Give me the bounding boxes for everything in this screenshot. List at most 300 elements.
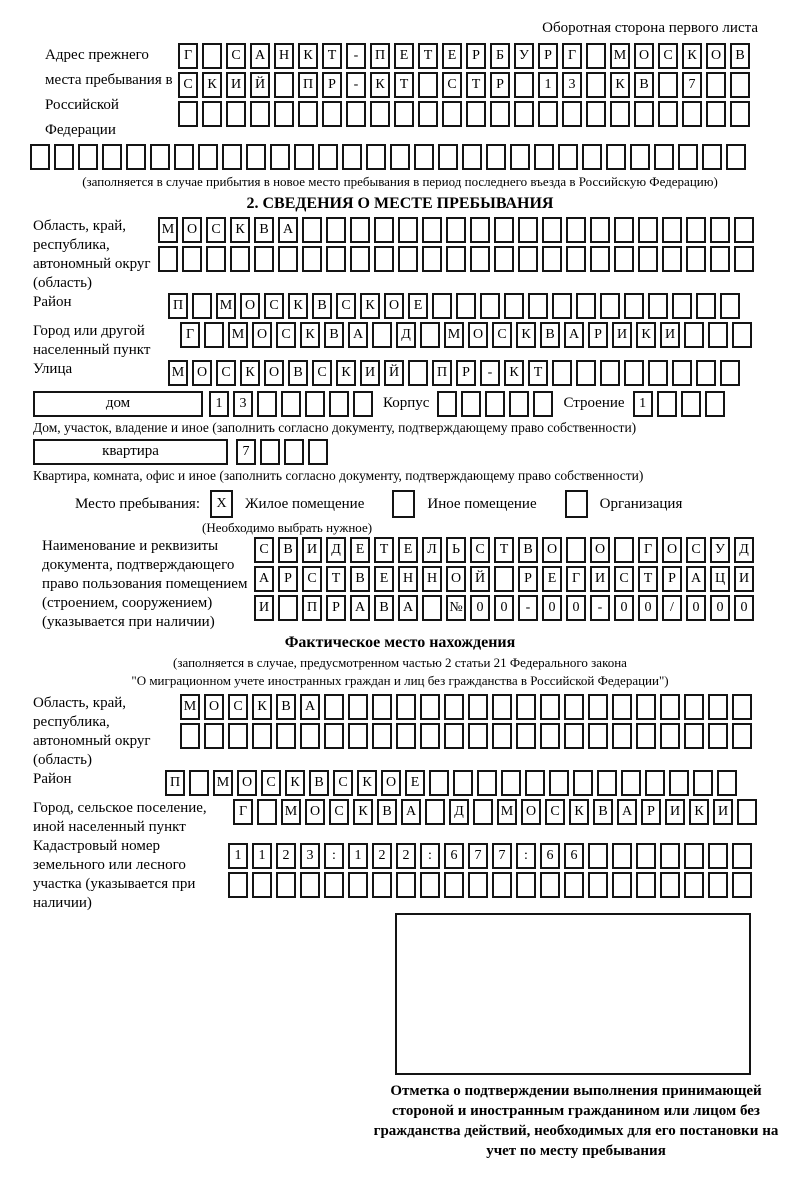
document-row-1: [254, 537, 758, 563]
char-box: [246, 144, 266, 170]
char-box: 0: [710, 595, 730, 621]
char-box: [696, 360, 716, 386]
char-box: В: [730, 43, 750, 69]
char-box: [372, 322, 392, 348]
char-box: У: [514, 43, 534, 69]
char-box: [682, 101, 702, 127]
char-box: И: [590, 566, 610, 592]
previous-address-row-3: [178, 101, 754, 127]
char-box: [254, 246, 274, 272]
char-box: [669, 770, 689, 796]
char-box: [257, 391, 277, 417]
char-box: П: [432, 360, 452, 386]
char-box: Г: [638, 537, 658, 563]
char-box: [588, 872, 608, 898]
char-box: [394, 101, 414, 127]
char-box: Н: [398, 566, 418, 592]
char-box: Е: [374, 566, 394, 592]
char-box: [518, 246, 538, 272]
house-number-boxes: [209, 391, 377, 417]
char-box: [346, 101, 366, 127]
char-box: [538, 101, 558, 127]
char-box: С: [470, 537, 490, 563]
char-box: Н: [422, 566, 442, 592]
char-box: [708, 723, 728, 749]
char-box: В: [540, 322, 560, 348]
char-box: [374, 217, 394, 243]
char-box: [624, 360, 644, 386]
char-box: А: [398, 595, 418, 621]
char-box: К: [288, 293, 308, 319]
char-box: [540, 872, 560, 898]
char-box: [366, 144, 386, 170]
char-box: [612, 723, 632, 749]
region-label: Область, край, республика, автономный округ (область): [33, 218, 151, 291]
checkbox-residential-premises: X: [210, 490, 233, 518]
char-box: А: [254, 566, 274, 592]
char-box: [564, 723, 584, 749]
char-box: [468, 694, 488, 720]
char-box: Т: [494, 537, 514, 563]
char-box: И: [302, 537, 322, 563]
char-box: 1: [209, 391, 229, 417]
char-box: [702, 144, 722, 170]
char-box: [660, 694, 680, 720]
char-box: А: [278, 217, 298, 243]
char-box: [678, 144, 698, 170]
char-box: [681, 391, 701, 417]
char-box: [516, 694, 536, 720]
char-box: [528, 293, 548, 319]
char-box: /: [662, 595, 682, 621]
char-box: [732, 322, 752, 348]
actual-district-label: Район: [33, 771, 72, 787]
previous-address-row-4: [30, 144, 770, 170]
char-box: [492, 723, 512, 749]
char-box: Д: [734, 537, 754, 563]
char-box: [501, 770, 521, 796]
house-row: [33, 389, 770, 418]
char-box: 0: [734, 595, 754, 621]
char-box: И: [660, 322, 680, 348]
char-box: И: [226, 72, 246, 98]
char-box: С: [329, 799, 349, 825]
char-box: [260, 439, 280, 465]
apartment-word-box: квартира: [33, 439, 228, 465]
char-box: [444, 694, 464, 720]
char-box: 0: [686, 595, 706, 621]
char-box: [660, 723, 680, 749]
char-box: О: [706, 43, 726, 69]
char-box: [486, 144, 506, 170]
char-box: [276, 872, 296, 898]
char-box: [228, 872, 248, 898]
document-row-2: [254, 566, 758, 592]
char-box: [438, 144, 458, 170]
char-box: [326, 217, 346, 243]
actual-region-field: [30, 694, 770, 770]
char-box: 3: [300, 843, 320, 869]
char-box: [300, 872, 320, 898]
char-box: О: [204, 694, 224, 720]
char-box: Е: [398, 537, 418, 563]
city-label: Город или другой населенный пункт: [33, 323, 151, 358]
char-box: [708, 694, 728, 720]
char-box: В: [254, 217, 274, 243]
char-box: [732, 843, 752, 869]
char-box: [660, 872, 680, 898]
char-box: В: [374, 595, 394, 621]
char-box: [477, 770, 497, 796]
cadastral-row-1: [228, 843, 756, 869]
char-box: [298, 101, 318, 127]
char-box: [126, 144, 146, 170]
char-box: [645, 770, 665, 796]
char-box: [150, 144, 170, 170]
char-box: [576, 293, 596, 319]
char-box: Е: [408, 293, 428, 319]
char-box: М: [158, 217, 178, 243]
house-word-box: дом: [33, 391, 203, 417]
char-box: [662, 246, 682, 272]
char-box: [658, 101, 678, 127]
char-box: [552, 293, 572, 319]
char-box: [180, 723, 200, 749]
char-box: 1: [538, 72, 558, 98]
char-box: 0: [638, 595, 658, 621]
char-box: [222, 144, 242, 170]
char-box: [350, 217, 370, 243]
char-box: [318, 144, 338, 170]
char-box: [657, 391, 677, 417]
char-box: [398, 217, 418, 243]
char-box: [648, 360, 668, 386]
char-box: А: [250, 43, 270, 69]
char-box: [422, 217, 442, 243]
actual-region-label: Область, край, республика, автономный округ (область): [33, 695, 151, 768]
char-box: К: [336, 360, 356, 386]
char-box: [693, 770, 713, 796]
char-box: Р: [466, 43, 486, 69]
char-box: Т: [374, 537, 394, 563]
char-box: -: [346, 43, 366, 69]
char-box: [634, 101, 654, 127]
char-box: [734, 217, 754, 243]
char-box: Е: [442, 43, 462, 69]
char-box: [660, 843, 680, 869]
other-premises-label: Иное помещение: [427, 495, 537, 512]
char-box: [586, 43, 606, 69]
char-box: [174, 144, 194, 170]
char-box: О: [662, 537, 682, 563]
char-box: [732, 723, 752, 749]
char-box: В: [634, 72, 654, 98]
char-box: [686, 246, 706, 272]
char-box: Р: [518, 566, 538, 592]
actual-location-title: Фактическое место нахождения: [284, 634, 516, 651]
char-box: О: [542, 537, 562, 563]
char-box: А: [300, 694, 320, 720]
char-box: [420, 694, 440, 720]
char-box: [468, 723, 488, 749]
char-box: [612, 694, 632, 720]
char-box: Т: [326, 566, 346, 592]
char-box: С: [206, 217, 226, 243]
char-box: [281, 391, 301, 417]
char-box: М: [216, 293, 236, 319]
street-field: [30, 360, 770, 389]
char-box: Г: [562, 43, 582, 69]
char-box: [461, 391, 481, 417]
char-box: Г: [180, 322, 200, 348]
char-box: [562, 101, 582, 127]
char-box: 2: [396, 843, 416, 869]
char-box: [510, 144, 530, 170]
char-box: [552, 360, 572, 386]
char-box: О: [468, 322, 488, 348]
char-box: С: [226, 43, 246, 69]
char-box: М: [180, 694, 200, 720]
district-label: Район: [33, 294, 72, 310]
organization-label: Организация: [599, 495, 683, 512]
char-box: [516, 723, 536, 749]
char-box: [206, 246, 226, 272]
char-box: К: [298, 43, 318, 69]
char-box: Л: [422, 537, 442, 563]
char-box: [540, 723, 560, 749]
char-box: [662, 217, 682, 243]
char-box: Д: [326, 537, 346, 563]
char-box: 0: [614, 595, 634, 621]
char-box: [252, 872, 272, 898]
char-box: И: [665, 799, 685, 825]
char-box: [202, 43, 222, 69]
char-box: С: [228, 694, 248, 720]
actual-city-label: Город, сельское поселение, иной населенный пункт: [33, 800, 207, 835]
char-box: [573, 770, 593, 796]
apartment-caption: Квартира, комната, офис и иное (заполнить согласно документу, подтверждающему право собственности): [33, 468, 644, 483]
char-box: [672, 293, 692, 319]
char-box: [490, 101, 510, 127]
char-box: Е: [350, 537, 370, 563]
char-box: [396, 872, 416, 898]
char-box: 7: [468, 843, 488, 869]
char-box: М: [228, 322, 248, 348]
char-box: [636, 694, 656, 720]
char-box: Р: [588, 322, 608, 348]
char-box: [189, 770, 209, 796]
char-box: [564, 872, 584, 898]
stay-type-label: Место пребывания:: [75, 495, 200, 512]
char-box: [638, 246, 658, 272]
house-caption: Дом, участок, владение и иное (заполнить согласно документу, подтверждающему право собственности): [33, 420, 637, 435]
char-box: И: [360, 360, 380, 386]
char-box: К: [360, 293, 380, 319]
char-box: [182, 246, 202, 272]
char-box: О: [446, 566, 466, 592]
char-box: Р: [662, 566, 682, 592]
char-box: М: [168, 360, 188, 386]
korpus-label: Корпус: [383, 395, 430, 411]
char-box: [549, 770, 569, 796]
char-box: [732, 694, 752, 720]
char-box: [708, 843, 728, 869]
char-box: В: [278, 537, 298, 563]
cadastral-field: [30, 837, 770, 913]
city-row: [180, 322, 756, 348]
char-box: И: [254, 595, 274, 621]
char-box: [621, 770, 641, 796]
char-box: [684, 322, 704, 348]
char-box: В: [593, 799, 613, 825]
korpus-boxes: [437, 391, 557, 417]
char-box: [636, 723, 656, 749]
char-box: [586, 101, 606, 127]
char-box: [624, 293, 644, 319]
document-field: [30, 537, 770, 632]
char-box: [278, 246, 298, 272]
char-box: И: [734, 566, 754, 592]
char-box: К: [516, 322, 536, 348]
char-box: Т: [394, 72, 414, 98]
char-box: [418, 101, 438, 127]
char-box: [730, 101, 750, 127]
char-box: К: [353, 799, 373, 825]
char-box: [708, 322, 728, 348]
char-box: Т: [528, 360, 548, 386]
char-box: [470, 217, 490, 243]
char-box: [414, 144, 434, 170]
cadastral-label: Кадастровый номер земельного или лесного участка (указывается при наличии): [33, 838, 196, 911]
char-box: О: [182, 217, 202, 243]
previous-address-note: (заполняется в случае прибытия в новое место пребывания в период последнего въезда в Российскую Федерацию): [82, 174, 718, 189]
stroenie-label: Строение: [563, 395, 625, 411]
apartment-number-boxes: [236, 439, 332, 465]
char-box: -: [518, 595, 538, 621]
char-box: [558, 144, 578, 170]
char-box: [353, 391, 373, 417]
char-box: [708, 872, 728, 898]
char-box: К: [285, 770, 305, 796]
char-box: [720, 293, 740, 319]
char-box: М: [281, 799, 301, 825]
region-field: [30, 217, 770, 293]
previous-address-row-2: [178, 72, 754, 98]
char-box: [204, 322, 224, 348]
char-box: К: [230, 217, 250, 243]
actual-location-note-1: (заполняется в случае, предусмотренном частью 2 статьи 21 Федерального закона: [173, 655, 627, 670]
actual-city-row: [233, 799, 761, 825]
char-box: [420, 872, 440, 898]
char-box: [432, 293, 452, 319]
char-box: С: [658, 43, 678, 69]
char-box: [576, 360, 596, 386]
char-box: [30, 144, 50, 170]
char-box: [442, 101, 462, 127]
char-box: [372, 723, 392, 749]
char-box: С: [492, 322, 512, 348]
char-box: С: [216, 360, 236, 386]
char-box: [202, 101, 222, 127]
char-box: [372, 872, 392, 898]
char-box: Р: [456, 360, 476, 386]
char-box: И: [713, 799, 733, 825]
char-box: Б: [490, 43, 510, 69]
char-box: [228, 723, 248, 749]
char-box: И: [612, 322, 632, 348]
char-box: [566, 217, 586, 243]
char-box: О: [192, 360, 212, 386]
char-box: [374, 246, 394, 272]
char-box: [178, 101, 198, 127]
char-box: О: [264, 360, 284, 386]
char-box: К: [682, 43, 702, 69]
char-box: [597, 770, 617, 796]
actual-district-field: [30, 770, 770, 799]
char-box: [518, 217, 538, 243]
char-box: [514, 72, 534, 98]
char-box: [422, 595, 442, 621]
char-box: [329, 391, 349, 417]
stroenie-boxes: [633, 391, 729, 417]
char-box: [730, 72, 750, 98]
char-box: А: [617, 799, 637, 825]
char-box: [284, 439, 304, 465]
char-box: М: [444, 322, 464, 348]
char-box: [564, 694, 584, 720]
district-field: [30, 293, 770, 322]
char-box: 6: [444, 843, 464, 869]
char-box: [54, 144, 74, 170]
char-box: Г: [233, 799, 253, 825]
char-box: К: [202, 72, 222, 98]
char-box: 0: [566, 595, 586, 621]
char-box: [370, 101, 390, 127]
char-box: С: [442, 72, 462, 98]
char-box: [398, 246, 418, 272]
char-box: С: [336, 293, 356, 319]
char-box: [473, 799, 493, 825]
char-box: А: [401, 799, 421, 825]
char-box: [453, 770, 473, 796]
char-box: [270, 144, 290, 170]
char-box: [612, 872, 632, 898]
char-box: [684, 694, 704, 720]
char-box: [408, 360, 428, 386]
char-box: Й: [470, 566, 490, 592]
char-box: [600, 360, 620, 386]
char-box: [305, 391, 325, 417]
char-box: [276, 723, 296, 749]
char-box: С: [254, 537, 274, 563]
char-box: Г: [566, 566, 586, 592]
char-box: [684, 872, 704, 898]
char-box: 1: [228, 843, 248, 869]
char-box: 6: [540, 843, 560, 869]
char-box: [425, 799, 445, 825]
char-box: [684, 723, 704, 749]
char-box: [588, 694, 608, 720]
char-box: М: [213, 770, 233, 796]
char-box: 6: [564, 843, 584, 869]
actual-location-note-2: "О миграционном учете иностранных граждан и лиц без гражданства в Российской Федерации"): [131, 673, 669, 688]
char-box: О: [634, 43, 654, 69]
char-box: П: [370, 43, 390, 69]
apartment-row: [33, 437, 770, 466]
char-box: [480, 293, 500, 319]
section2-title: 2. СВЕДЕНИЯ О МЕСТЕ ПРЕБЫВАНИЯ: [246, 195, 554, 212]
char-box: [732, 872, 752, 898]
